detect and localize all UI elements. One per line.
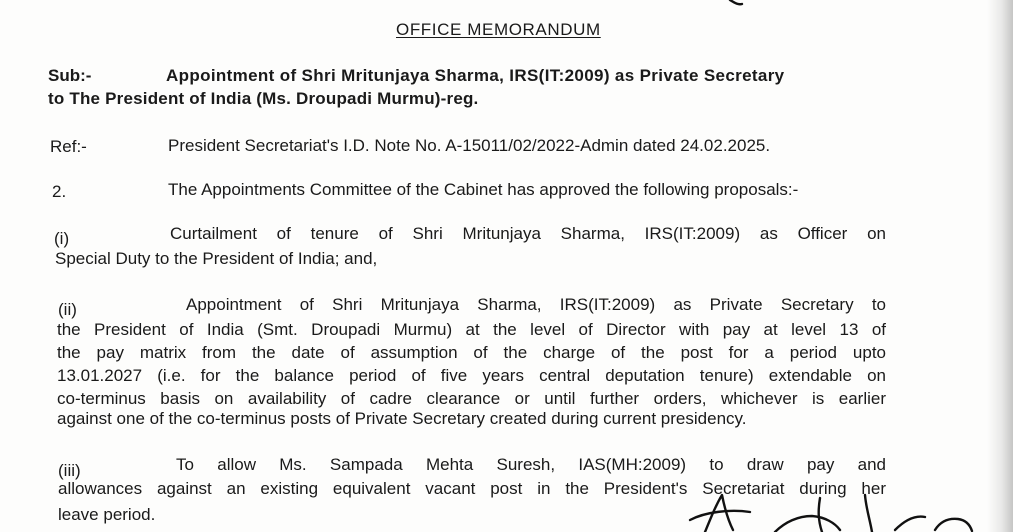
item-ii-line-2: the President of India (Smt. Droupadi Murmu) at the level of Director with pay at level 13 of (57, 320, 886, 339)
para-text: The Appointments Committee of the Cabinet has approved the following proposals:- (168, 180, 799, 199)
item-ii-line-3: the pay matrix from the date of assumption of the charge of the post for a period upto (57, 343, 886, 362)
subject-line-1: Appointment of Shri Mritunjaya Sharma, IRS(IT:2009) as Private Secretary (166, 66, 785, 85)
memo-title: OFFICE MEMORANDUM (396, 20, 601, 39)
item-marker-iii: (iii) (58, 461, 81, 480)
item-iii-line-2: allowances against an existing equivalent vacant post in the President's Secretariat during her (58, 479, 886, 498)
ref-label: Ref:- (50, 137, 87, 156)
ref-text: President Secretariat's I.D. Note No. A-15011/02/2022-Admin dated 24.02.2025. (168, 136, 771, 155)
item-marker-i: (i) (54, 229, 70, 248)
para-number: 2. (52, 182, 67, 201)
item-ii-line-6: against one of the co-terminus posts of Private Secretary created during current presidency. (57, 409, 747, 428)
page-edge-shadow (987, 0, 1013, 532)
subject-label: Sub:- (48, 66, 92, 85)
item-ii-line-4: 13.01.2027 (i.e. for the balance period of five years central deputation tenure) extendable on (57, 366, 886, 385)
item-iii-line-1: To allow Ms. Sampada Mehta Suresh, IAS(MH:2009) to draw pay and (176, 455, 886, 474)
item-ii-line-1: Appointment of Shri Mritunjaya Sharma, IRS(IT:2009) as Private Secretary to (186, 295, 886, 314)
item-i-line-1: Curtailment of tenure of Shri Mritunjaya Sharma, IRS(IT:2009) as Officer on (170, 224, 886, 243)
item-ii-line-5: co-terminus basis on availability of cadre clearance or until further orders, whichever is earlier (57, 389, 886, 408)
item-i-line-2: Special Duty to the President of India; and, (55, 249, 378, 268)
item-marker-ii: (ii) (58, 300, 77, 319)
item-iii-line-3: leave period. (58, 505, 156, 524)
subject-line-2: to The President of India (Ms. Droupadi Murmu)-reg. (48, 89, 479, 108)
